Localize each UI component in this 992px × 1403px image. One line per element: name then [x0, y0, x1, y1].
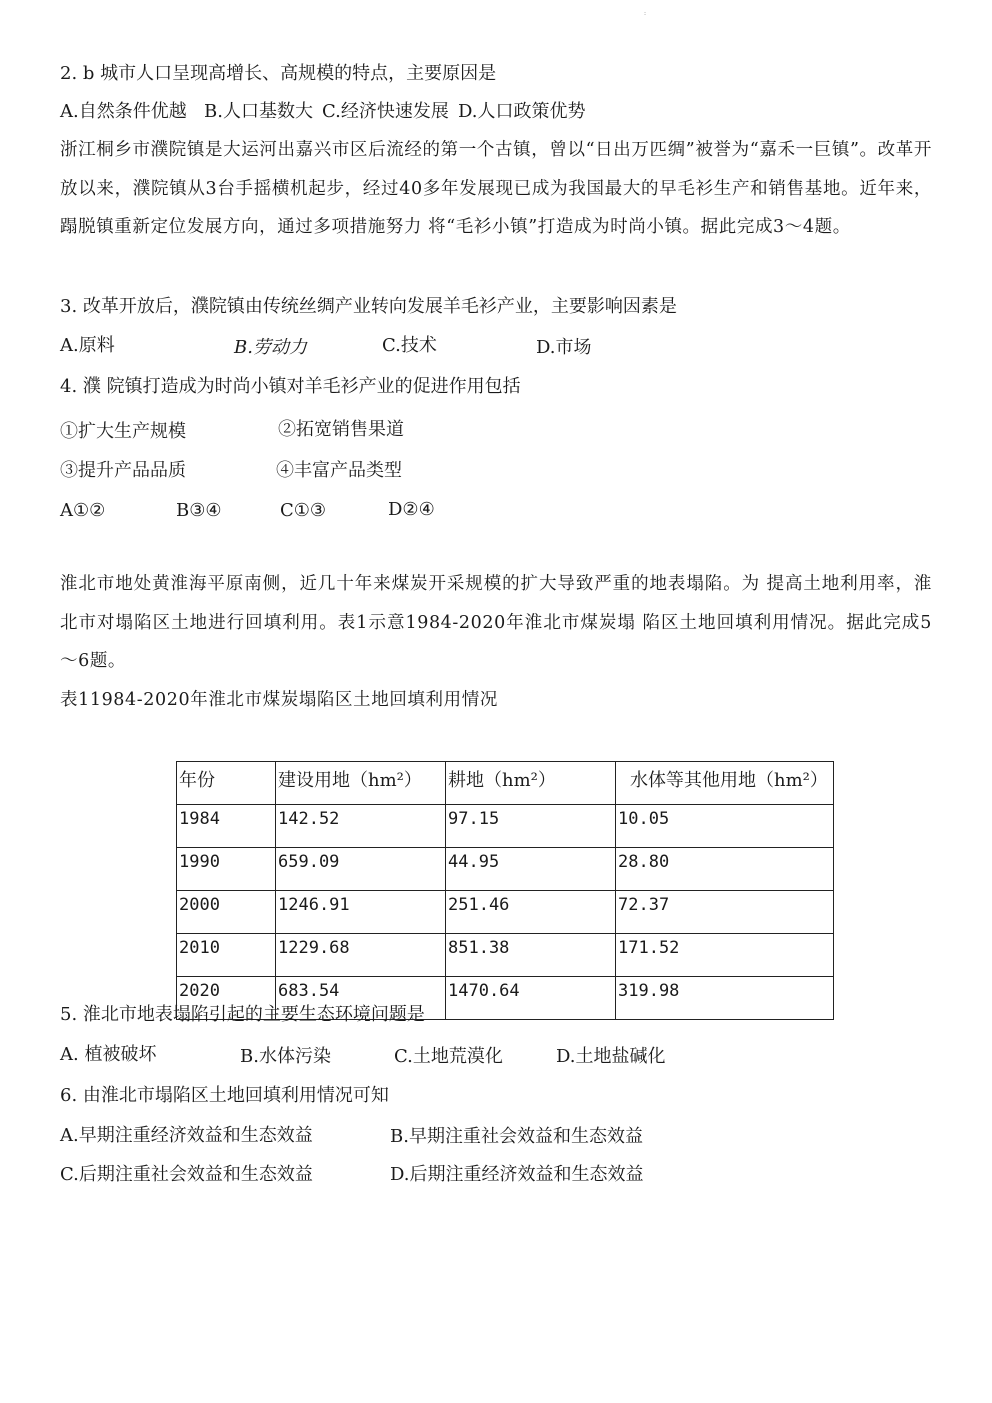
- top-mark: :: [644, 10, 647, 17]
- header-construction: 建设用地（hm²）: [276, 762, 446, 805]
- land-use-table: [176, 761, 834, 1020]
- q6-option-b: B.早期注重社会效益和生态效益: [390, 1126, 643, 1147]
- cell-water-other: 72.37: [616, 891, 834, 934]
- q5-option-c: C.土地荒漠化: [394, 1046, 503, 1067]
- q6-option-a: A.早期注重经济效益和生态效益: [60, 1125, 313, 1146]
- cell-year: 1984: [177, 805, 276, 848]
- table-row: [177, 848, 834, 891]
- cell-year: 1990: [177, 848, 276, 891]
- q2-option-c: C.经济快速发展: [322, 101, 449, 122]
- q4-item-2: ②拓宽销售果道: [278, 419, 404, 440]
- header-year: 年份: [177, 762, 276, 805]
- q2-option-a: A.自然条件优越: [60, 101, 187, 122]
- passage-huaibei: 淮北市地处黄淮海平原南侧，近几十年来煤炭开采规模的扩大导致严重的地表塌陷。为 提高土地利用率，淮北市对塌陷区土地进行回填利用。表1示意1984-2020年淮北市煤炭塌 陷区土地回填利用情况。据此完成5～6题。: [60, 574, 932, 671]
- q3-option-b: B.劳动力: [234, 337, 307, 358]
- table-row: [177, 934, 834, 977]
- table-row: [177, 891, 834, 934]
- header-farmland: 耕地（hm²）: [446, 762, 616, 805]
- q2-option-b: B.人口基数大: [204, 101, 313, 122]
- q4-option-d: D②④: [388, 499, 435, 520]
- cell-year: 2000: [177, 891, 276, 934]
- cell-water-other: 319.98: [616, 977, 834, 1020]
- cell-construction: 142.52: [276, 805, 446, 848]
- q4-option-b: B③④: [176, 500, 222, 521]
- header-water-other: 水体等其他用地（hm²）: [616, 762, 834, 805]
- q3-option-c: C.技术: [382, 335, 437, 356]
- question-3-stem: 3. 改革开放后，濮院镇由传统丝绸产业转向发展羊毛衫产业，主要影响因素是: [60, 296, 677, 317]
- q6-option-d: D.后期注重经济效益和生态效益: [390, 1164, 644, 1185]
- cell-construction: 1229.68: [276, 934, 446, 977]
- cell-year: 2010: [177, 934, 276, 977]
- q4-option-c: C①③: [280, 500, 327, 521]
- cell-year: 2020: [177, 977, 276, 1020]
- q4-item-1: ①扩大生产规模: [60, 421, 186, 442]
- question-2-stem: 2. b 城市人口呈现高增长、高规模的特点，主要原因是: [60, 63, 497, 84]
- q6-option-c: C.后期注重社会效益和生态效益: [60, 1164, 313, 1185]
- q3-option-d: D.市场: [536, 337, 592, 358]
- q2-option-d: D.人口政策优势: [458, 101, 586, 122]
- question-4-stem: 4. 濮 院镇打造成为时尚小镇对羊毛衫产业的促进作用包括: [60, 376, 521, 397]
- question-6-stem: 6. 由淮北市塌陷区土地回填利用情况可知: [60, 1085, 389, 1106]
- q3-option-a: A.原料: [60, 335, 115, 356]
- q4-item-4: ④丰富产品类型: [276, 460, 402, 481]
- cell-construction: 1246.91: [276, 891, 446, 934]
- cell-farmland: 97.15: [446, 805, 616, 848]
- cell-farmland: 44.95: [446, 848, 616, 891]
- q5-option-a: A. 植被破坏: [60, 1044, 157, 1065]
- cell-water-other: 10.05: [616, 805, 834, 848]
- q4-item-3: ③提升产品品质: [60, 460, 186, 481]
- cell-farmland: 851.38: [446, 934, 616, 977]
- cell-water-other: 171.52: [616, 934, 834, 977]
- cell-construction: 683.54: [276, 977, 446, 1020]
- question-5-stem: 5. 淮北市地表塌陷引起的主要生态环境问题是: [60, 1004, 425, 1025]
- table-caption: 表11984-2020年淮北市煤炭塌陷区土地回填利用情况: [60, 690, 498, 710]
- q5-option-b: B.水体污染: [240, 1046, 331, 1067]
- q4-option-a: A①②: [60, 500, 106, 521]
- cell-water-other: 28.80: [616, 848, 834, 891]
- table-header-row: [177, 762, 834, 805]
- cell-construction: 659.09: [276, 848, 446, 891]
- passage-puyuan: 浙江桐乡市濮院镇是大运河出嘉兴市区后流经的第一个古镇，曾以“日出万匹绸”被誉为“嘉禾一巨镇”。改革开放以来，濮院镇从3台手摇横机起步，经过40多年发展现已成为我国最大的早毛衫生产和销售基地。近年来，蹋脱镇重新定位发展方向，通过多项措施努力 将“毛衫小镇”打造成为时尚小镇。据此完成3～4题。: [60, 140, 932, 237]
- cell-farmland: 251.46: [446, 891, 616, 934]
- q5-option-d: D.土地盐碱化: [556, 1046, 666, 1067]
- cell-farmland: 1470.64: [446, 977, 616, 1020]
- table-row: [177, 805, 834, 848]
